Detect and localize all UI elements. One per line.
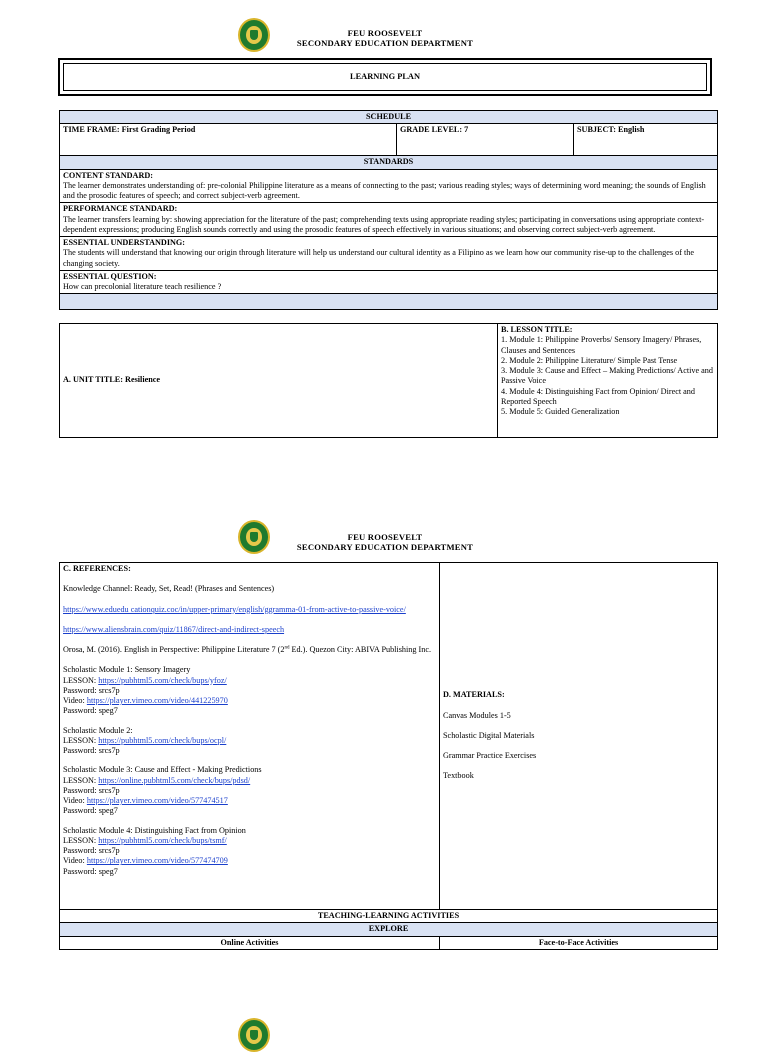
face-to-face-activities-header: Face-to-Face Activities (440, 936, 718, 949)
book-citation: Orosa, M. (2016). English in Perspective: Philippine Literature 7 (2nd Ed.). Quezon City: ABIVA Publishing Inc. (63, 645, 432, 654)
module3-video-link[interactable]: https://player.vimeo.com/video/577474517 (86, 796, 228, 805)
module1-video-password: Password: speg7 (63, 706, 118, 716)
header-text (250, 28, 520, 49)
unit-title-label: A. UNIT TITLE (63, 375, 121, 385)
module2-lesson-link[interactable]: https://pubhtml5.com/check/bups/ocpl/ (98, 735, 227, 745)
essential-understanding-cell: ESSENTIAL UNDERSTANDING: The students will understand that knowing our origin through literature will help us understand our cultural identity as a Filipino as we learn how our community rise-up to the challenges of the changing society. (60, 237, 718, 271)
time-frame-label: TIME FRAME (63, 125, 117, 135)
references-materials-table (59, 562, 718, 910)
lesson-title-cell: B. LESSON TITLE: 1. Module 1: Philippine Proverbs/ Sensory Imagery/ Phrases, Clauses and Sentences 2. Module 2: Philippine Literature/ Simple Past Tense 3. Module 3: Cause and Effect – Making Predictions/ Active and Passive Voice 4. Module 4: Distinguishing Fact from Opinion/ Direct and Reported Speech 5. Module 5: Guided Generalization (498, 324, 718, 438)
essential-question-label: ESSENTIAL QUESTION (63, 271, 154, 281)
header-line1: FEU ROOSEVELT (347, 532, 423, 542)
lesson-item: 5. Module 5: Guided Generalization (501, 407, 620, 416)
module4-video-link[interactable]: https://player.vimeo.com/video/577474709 (86, 856, 228, 866)
materials-label: D. MATERIALS (443, 690, 502, 700)
module4-title: Scholastic Module 4: Distinguishing Fact from Opinion (63, 825, 246, 835)
content-standard-label: CONTENT STANDARD (63, 170, 151, 180)
unit-title-cell (60, 324, 498, 438)
materials-cell: D. MATERIALS: Canvas Modules 1-5 Scholastic Digital Materials Grammar Practice Exercises Textbook (440, 563, 718, 910)
schedule-band: SCHEDULE (60, 111, 718, 124)
unit-lesson-table (59, 323, 718, 438)
references-cell: C. REFERENCES: Knowledge Channel: Ready, Set, Read! (Phrases and Sentences) https://www.eduedu cationquiz.coc/in/upper-primary/english/ggramma-01-from-active-to-passive-voice/ https://www.aliensbrain.com/quiz/11867/direct-and-indirect-speech Orosa, M. (2016). English in Perspective: Philippine Literature 7 (2nd Ed.). Quezon City: ABIVA Publishing Inc. Scholastic Module 1: Sensory Imagery LESSON: https://pubhtml5.com/check/bups/yfoz/ Password: srcs7p Video: https://player.vimeo.com/video/441225970 Password: speg7 Scholastic Module 2: LESSON: https://pubhtml5.com/check/bups/ocpl/ Password: srcs7p Scholastic Module 3: Cause and Effect - Making Predictions LESSON: https://online.pubhtml5.com/check/bups/pdsd/ Password: srcs7p Video: https://player.vimeo.com/video/577474517 Password: speg7 Scholastic Module 4: Distinguishing Fact from Opinion LESSON: https://pubhtml5.com/check/bups/tsmf/ Password: srcs7p Video: https://player.vimeo.com/video/577474709 Password: speg7 (60, 563, 440, 910)
lesson-item: 3. Module 3: Cause and Effect – Making Predictions/ Active and Passive Voice (501, 366, 713, 386)
grade-level-value: : 7 (459, 125, 469, 135)
module3-video-password: Password: speg7 (63, 806, 118, 816)
activities-table (59, 909, 718, 950)
lesson-item: 2. Module 2: Philippine Literature/ Simple Past Tense (501, 355, 678, 365)
time-frame-value: : First Grading Period (116, 125, 196, 135)
module4-lesson-link[interactable]: https://pubhtml5.com/check/bups/tsmf/ (98, 835, 227, 845)
lesson-item: 4. Module 4: Distinguishing Fact from Opinion/ Direct and Reported Speech (501, 386, 695, 406)
performance-standard-label: PERFORMANCE STANDARD (63, 204, 175, 214)
lesson-title-label: B. LESSON TITLE (501, 325, 570, 334)
module3-lesson-link[interactable]: https://online.pubhtml5.com/check/bups/pdsd/ (98, 775, 251, 785)
essential-understanding-label: ESSENTIAL UNDERSTANDING (63, 238, 183, 247)
content-standard-text: The learner demonstrates understanding of: pre-colonial Philippine literature as a means of connecting to the past; various reading styles; ways of determining word meaning; the sounds of English and the prosodic features of speech; and correct subject-verb agreement. (63, 180, 706, 200)
explore-band: EXPLORE (60, 923, 718, 936)
activities-band: TEACHING-LEARNING ACTIVITIES (60, 910, 718, 923)
module3-password: Password: srcs7p (63, 785, 120, 795)
page1-header (0, 18, 768, 58)
school-logo-icon (238, 1018, 270, 1052)
material-item: Textbook (443, 771, 474, 781)
grade-level-cell (397, 124, 574, 156)
module2-password: Password: srcs7p (63, 746, 120, 755)
module3-title: Scholastic Module 3: Cause and Effect - Making Predictions (63, 765, 262, 775)
essential-question-cell: ESSENTIAL QUESTION: How can precolonial literature teach resilience ? (60, 270, 718, 294)
references-label: C. REFERENCES (63, 564, 129, 573)
performance-standard-cell: PERFORMANCE STANDARD: The learner transfers learning by: showing appreciation for the literature of the past; comprehending texts using appropriate reading styles; participating in conversations using appropriate context-dependent expressions; producing English sounds correctly and using the prosodic features of speech effectively in various situations; and observing correct subject-verb agreement. (60, 203, 718, 237)
content-standard-cell: CONTENT STANDARD: The learner demonstrates understanding of: pre-colonial Philippine literature as a means of connecting to the past; various reading styles; ways of determining word meaning; the sounds of English and the prosodic features of speech; and correct subject-verb agreement. (60, 169, 718, 203)
grade-level-label: GRADE LEVEL (400, 125, 460, 135)
online-activities-header: Online Activities (60, 936, 440, 949)
schedule-standards-table (59, 110, 718, 310)
essential-question-text: How can precolonial literature teach resilience ? (63, 282, 222, 291)
module4-password: Password: srcs7p (63, 846, 120, 855)
module1-title: Scholastic Module 1: Sensory Imagery (63, 665, 191, 675)
learning-plan-box (58, 58, 712, 96)
reference-link-active-passive[interactable]: https://www.eduedu cationquiz.coc/in/upper-primary/english/ggramma-01-from-active-to-passive-voice/ (63, 604, 406, 614)
subject-cell (574, 124, 718, 156)
essential-understanding-text: The students will understand that knowing our origin through literature will help us understand our cultural identity as a Filipino as we learn how our community rise-up to the challenges of the changing society. (63, 248, 694, 268)
blank-band (60, 294, 718, 310)
header-text (250, 532, 520, 553)
material-item: Scholastic Digital Materials (443, 730, 535, 740)
time-frame-cell (60, 124, 397, 156)
module4-video-password: Password: speg7 (63, 866, 118, 876)
module1-video-link[interactable]: https://player.vimeo.com/video/441225970 (86, 696, 228, 705)
subject-value: : English (613, 125, 645, 135)
learning-plan-title: LEARNING PLAN (63, 63, 707, 91)
header-line1: FEU ROOSEVELT (347, 28, 423, 38)
material-item: Grammar Practice Exercises (443, 751, 537, 761)
module1-password: Password: srcs7p (63, 685, 120, 695)
module1-lesson-link[interactable]: https://pubhtml5.com/check/bups/yfoz/ (98, 675, 227, 685)
page2-header (0, 520, 768, 560)
module2-title: Scholastic Module 2: (63, 725, 133, 735)
standards-band: STANDARDS (60, 156, 718, 169)
unit-title-value: : Resilience (120, 375, 161, 385)
lesson-item: 1. Module 1: Philippine Proverbs/ Sensory Imagery/ Phrases, Clauses and Sentences (501, 335, 702, 355)
subject-label: SUBJECT (577, 125, 614, 135)
reference-link-direct-indirect[interactable]: https://www.aliensbrain.com/quiz/11867/direct-and-indirect-speech (63, 624, 285, 634)
knowledge-channel-text: Knowledge Channel: Ready, Set, Read! (Phrases and Sentences) (63, 584, 275, 594)
material-item: Canvas Modules 1-5 (443, 710, 511, 720)
performance-standard-text: The learner transfers learning by: showing appreciation for the literature of the past; comprehending texts using appropriate reading styles; participating in conversations using appropriate context-dependent expressions; producing English sounds correctly and using the prosodic features of speech effectively in various situations; and observing correct subject-verb agreement. (63, 214, 705, 234)
header-line2: SECONDARY EDUCATION DEPARTMENT (296, 38, 474, 49)
header-line2: SECONDARY EDUCATION DEPARTMENT (296, 542, 474, 553)
